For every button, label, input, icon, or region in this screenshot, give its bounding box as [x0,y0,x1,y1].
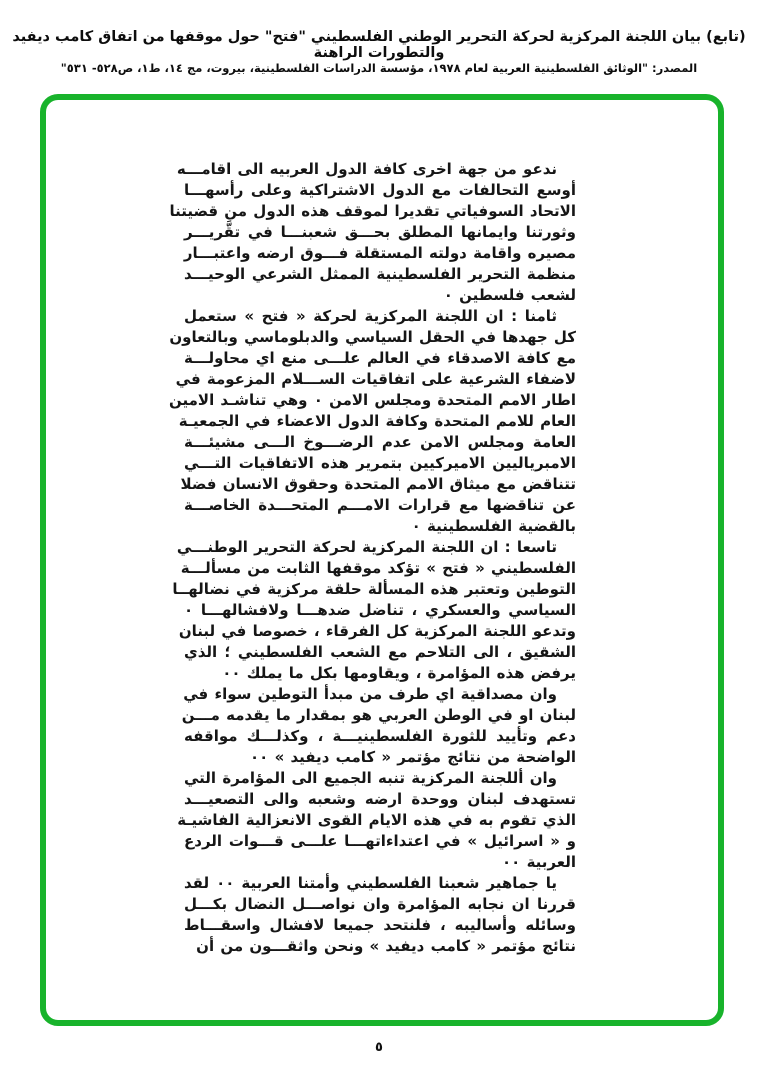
paragraph [184,873,576,957]
document-header-title: (تابع) بيان اللجنة المركزية لحركة التحرير الوطني الفلسطيني "فتح" حول موقفها من اتفاق كامب ديفيد والتطورات الراهنة [12,29,746,61]
text-line: كل جهدها في الحقل السياسي والدبلوماسي وبالتعاون [169,328,576,346]
text-line: منظمة التحرير الفلسطينية الممثل الشرعي الوحيـــد [184,265,576,283]
text-line: وسائله وأساليبه ، فلنتحد جميعا لافشال واسقـــاط [184,916,576,934]
text-line: نتائج مؤتمر « كامب ديفيد » ونحن واثقـــون من أن [196,937,576,955]
text-line: الذي تقوم به في هذه الايام القوى الانعزالية الفاشيـة [177,811,576,829]
paragraph [181,684,576,768]
text-line: الاتحاد السوفياتي تقديرا لموقف هذه الدول من قضيتنا [169,202,576,220]
text-line: عن تناقضها مع قرارات الامـــم المتحـــدة الخاصـــة [184,496,576,514]
text-line: دعم وتأييد للثورة الفلسطينيـــة ، وكذلـــك مواقفه [184,727,576,745]
text-line: وان أللجنة المركزية تنبه الجميع الى المؤامرة التي [184,769,557,787]
text-line: لاضفاء الشرعية على اتفاقيات الســـلام المزعومة في [175,370,576,388]
text-line: بالقضية الفلسطينية ٠ [411,517,576,535]
text-line: العامة ومجلس الامن عدم الرضـــوخ الـــى مشيئـــة [184,433,576,451]
document-body [168,159,576,957]
page-number: ٥ [375,1040,383,1055]
text-line: الفلسطيني « فتح » تؤكد موقفها الثابت من مسألـــة [180,559,576,577]
paragraph [168,306,576,537]
text-line: و « اسرائيل » في اعتداءاتهـــا علـــى قـــوات الردع [184,832,576,850]
text-line: الامبرياليين الاميركيين بتمرير هذه الاتفاقيات التـــي [184,454,576,472]
text-line: ندعو من جهة اخرى كافة الدول العربيه الى اقامـــه [176,160,557,178]
text-line: يرفض هذه المؤامرة ، ويقاومها بكل ما يملك ٠٠ [222,664,576,682]
document-source-citation: المصدر: "الوثائق الفلسطينية العربية لعام ١٩٧٨، مؤسسة الدراسات الفلسطينية، بيروت، مج ١٤، ط١، ص٥٢٨- ٥٣١" [60,61,698,75]
text-line: السياسي والعسكري ، تناضل ضدهـــا ولافشالهـــا ٠ [184,601,576,619]
text-line: تتناقض مع ميثاق الامم المتحدة وحقوق الانسان فضلا [180,475,576,493]
text-line: تاسعا : ان اللجنة المركزية لحركة التحرير الوطنـــي [176,538,557,556]
text-line: اطار الامم المتحدة ومجلس الامن ٠ وهي تناشـد الامين [168,391,576,409]
text-line: قررنا ان نجابه المؤامرة وان نواصـــل النضال بكـــل [184,895,576,913]
text-line: مصيره واقامة دولته المستقلة فـــوق ارضه واعتبـــار [183,244,576,262]
paragraph [172,537,576,684]
text-line: لبنان او في الوطن العربي هو بمقدار ما يقدمه مـــن [181,706,576,724]
text-line: الواضحة من نتائج مؤتمر « كامب ديفيد » ٠٠ [250,748,576,766]
text-line: الشقيق ، الى التلاحم مع الشعب الفلسطيني ؛ الذي [184,643,576,661]
text-line: تستهدف لبنان ووحدة ارضه وشعبه والى التصعيـــد [184,790,576,808]
text-line: وان مصداقية اي طرف من مبدأ التوطين سواء في [183,685,557,703]
text-line: أوسع التحالفات مع الدول الاشتراكية وعلى رأسهـــا [184,181,576,199]
text-line: العام للامم المتحدة وكافة الدول الاعضاء في الجمعيـة [178,412,576,430]
text-line: التوطين وتعتبر هذه المسألة حلقة مركزية في نضالهــا [172,580,576,598]
text-line: وثورتنا وايمانها المطلق بحـــق شعبنـــا في تقَّريـــر [184,223,576,241]
text-line: مع كافة الاصدقاء في العالم علـــى منع اي محاولـــة [184,349,576,367]
text-line: العربية ٠٠ [502,853,576,871]
text-line: ثامنا : ان اللجنة المركزية لحركة « فتح » ستعمل [184,307,557,325]
paragraph [169,159,576,306]
paragraph [177,768,576,873]
text-line: يا جماهير شعبنا الفلسطيني وأمتنا العربية ٠٠ لقد [184,874,557,892]
text-line: وتدعو اللجنة المركزية كل الفرقاء ، خصوصا في لبنان [178,622,576,640]
text-line: لشعب فلسطين ٠ [443,286,576,304]
